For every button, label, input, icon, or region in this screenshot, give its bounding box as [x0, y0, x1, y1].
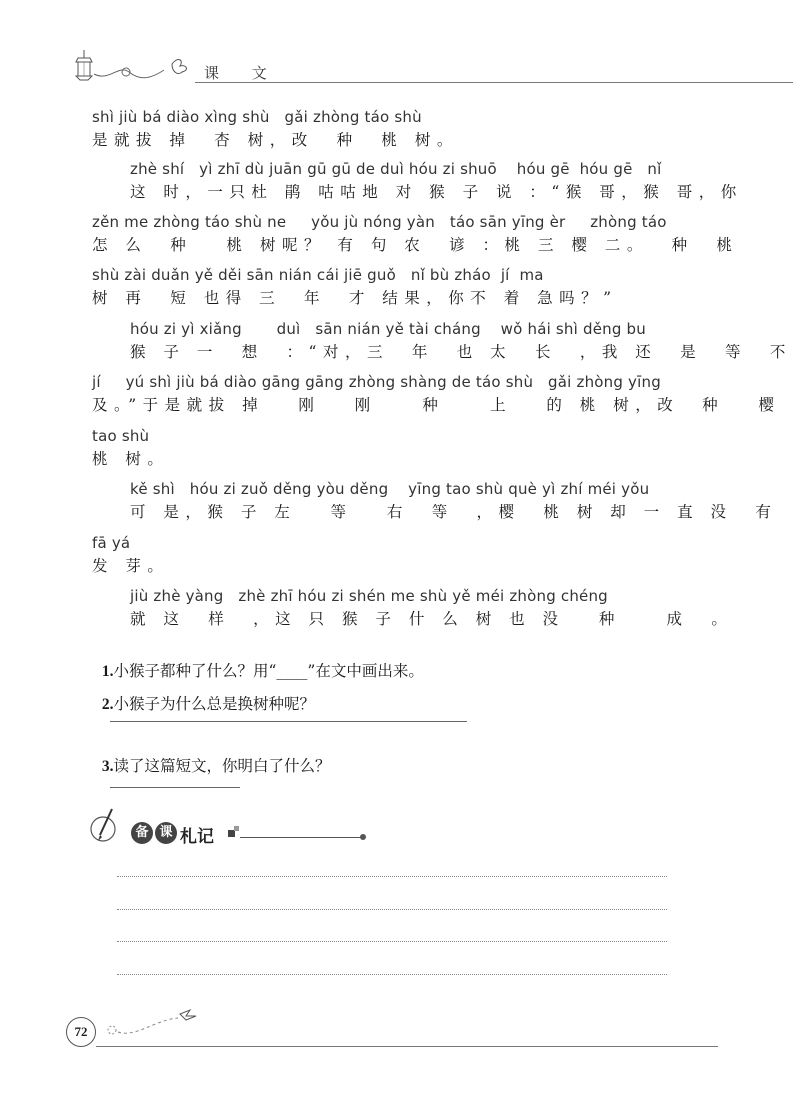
- pinyin-line: zěn me zhòng táo shù ne yǒu jù nóng yàn táo sān yīng èr zhòng táo: [92, 213, 667, 231]
- hanzi-line: 发 芽。: [92, 557, 170, 575]
- hanzi-line: 是就拔 掉 杏 树，改 种 桃 树。: [92, 131, 459, 149]
- header-lantern-icon: [74, 46, 204, 90]
- pinyin-line: fā yá: [92, 534, 131, 552]
- notes-rule: [240, 837, 362, 838]
- note-line[interactable]: [117, 876, 667, 877]
- hanzi-line: 桃 树。: [92, 450, 170, 468]
- question-number: 1.: [101, 663, 114, 680]
- header-title: 课 文: [204, 64, 281, 82]
- hanzi-line: 这 时，一只杜 鹃 咕咕地 对 猴 子 说 ：“猴 哥，猴 哥，你: [130, 183, 743, 201]
- footer-rule: [96, 1046, 718, 1047]
- note-line[interactable]: [117, 941, 667, 942]
- pinyin-line: hóu zi yì xiǎng duì sān nián yě tài cháng wǒ hái shì děng bu: [130, 320, 646, 338]
- notes-rule-dot-icon: [360, 834, 366, 840]
- question-text: 小猴子都种了什么？用“____”在文中画出来。: [113, 662, 424, 680]
- pinyin-line: jí yú shì jiù bá diào gāng gāng zhòng shàng de táo shù gǎi zhòng yīng: [92, 373, 661, 391]
- footer-bird-icon: [100, 1000, 210, 1044]
- question-text: 小猴子为什么总是换树种呢？: [113, 695, 315, 713]
- question-3: [92, 736, 331, 776]
- question-number: 2.: [101, 696, 114, 713]
- note-line[interactable]: [117, 909, 667, 910]
- notes-title: 札记: [180, 827, 214, 847]
- pinyin-line: shù zài duǎn yě děi sān nián cái jiē guǒ nǐ bù zháo jí ma: [92, 266, 544, 284]
- pinyin-line: shì jiù bá diào xìng shù gǎi zhòng táo shù: [92, 108, 422, 126]
- pinyin-line: zhè shí yì zhī dù juān gū gū de duì hóu zi shuō hóu gē hóu gē nǐ: [130, 160, 662, 178]
- hanzi-line: 及。”于是就拔 掉 刚 刚 种 上 的 桃 树，改 种 樱: [92, 396, 781, 414]
- hanzi-line: 怎 么 种 桃 树呢？ 有 句 农 谚 ：桃 三 樱 二。 种 桃: [92, 236, 739, 254]
- brush-icon: [90, 805, 120, 849]
- hanzi-line: 猴 子 一 想 ：“对，三 年 也 太 长 ，我 还 是 等 不: [130, 343, 792, 361]
- page-number: 72: [66, 1017, 96, 1047]
- hanzi-line: 可 是，猴 子 左 等 右 等 ，樱 桃 树 却 一 直 没 有: [130, 503, 778, 521]
- notes-badge: 课: [155, 822, 177, 844]
- note-line[interactable]: [117, 974, 667, 975]
- notes-square-icon: [228, 826, 240, 838]
- answer-line[interactable]: [110, 787, 240, 788]
- question-number: 3.: [101, 758, 114, 775]
- header-rule: [195, 82, 793, 83]
- pinyin-line: tao shù: [92, 427, 150, 445]
- hanzi-line: 就 这 样 ，这 只 猴 子 什 么 树 也 没 种 成 。: [130, 610, 734, 628]
- notes-badge: 备: [131, 822, 153, 844]
- answer-line[interactable]: [110, 721, 467, 722]
- hanzi-line: 树 再 短 也得 三 年 才 结果，你不 着 急吗？”: [92, 289, 618, 307]
- question-text: 读了这篇短文，你明白了什么？: [113, 757, 331, 775]
- question-2: [92, 674, 315, 714]
- pinyin-line: jiù zhè yàng zhè zhī hóu zi shén me shù yě méi zhòng chéng: [130, 587, 608, 605]
- pinyin-line: kě shì hóu zi zuǒ děng yòu děng yīng tao shù què yì zhí méi yǒu: [130, 480, 650, 498]
